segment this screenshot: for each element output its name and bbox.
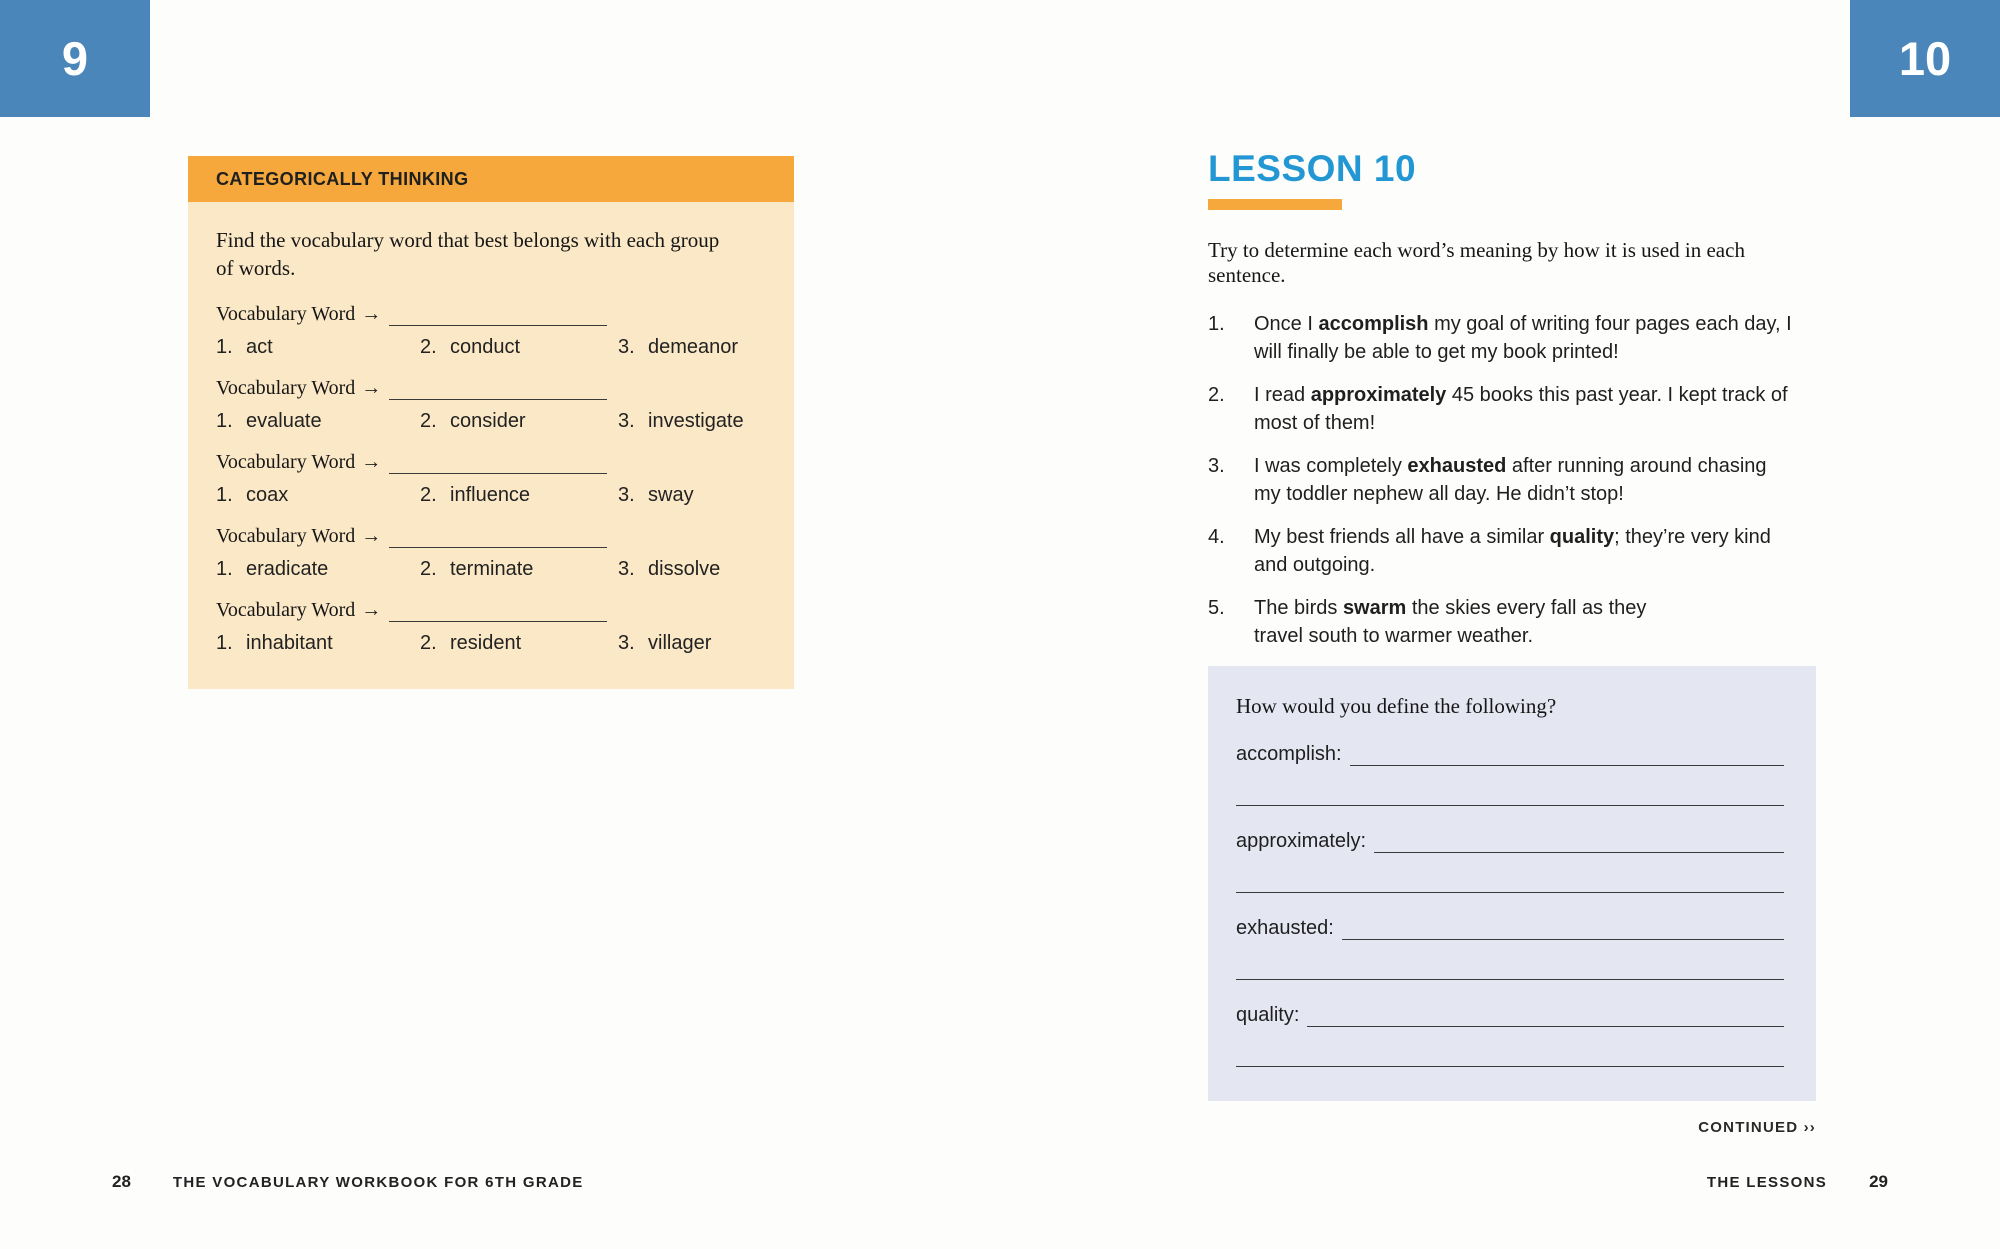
- vocab-options: [216, 632, 766, 655]
- right-arrow-icon: →: [361, 598, 382, 621]
- answer-line: [389, 380, 607, 400]
- vocab-word-bold: accomplish: [1318, 313, 1429, 335]
- write-line: [1342, 922, 1784, 940]
- vocab-option: 2. consider: [420, 409, 526, 432]
- vocab-options: [216, 410, 766, 433]
- vocab-group: [216, 525, 766, 581]
- write-line: [1350, 748, 1784, 766]
- page-tab-left-number: 9: [61, 32, 89, 85]
- page-number-left: 28: [112, 1172, 131, 1191]
- define-term: [1236, 830, 1784, 893]
- write-line: [1307, 1009, 1784, 1027]
- page-number-right: 29: [1869, 1172, 1888, 1191]
- sentence-text: My best friends all have a similar quality; they’re very kind and outgoing.: [1254, 526, 1771, 576]
- vocab-word-label-row: [216, 525, 766, 548]
- sentence-number: 3.: [1208, 455, 1225, 477]
- write-line: [1374, 835, 1784, 853]
- vocab-options: [216, 558, 766, 581]
- vocab-word-label: Vocabulary Word: [216, 376, 356, 399]
- answer-line: [389, 306, 607, 326]
- sentence-text: Once I accomplish my goal of writing four pages each day, I will finally be able to get my book printed!: [1254, 313, 1792, 363]
- vocab-word-bold: approximately: [1310, 384, 1447, 406]
- vocab-options: [216, 484, 766, 507]
- write-line: [1236, 853, 1784, 893]
- write-line: [1236, 940, 1784, 980]
- sentence-text: I read approximately 45 books this past year. I kept track of most of them!: [1254, 384, 1788, 434]
- vocab-word-label-row: [216, 303, 766, 326]
- answer-line: [389, 528, 607, 548]
- define-box-title: How would you define the following?: [1236, 694, 1557, 718]
- sentence-item: [1208, 523, 1816, 579]
- vocab-option: 1. evaluate: [216, 409, 322, 432]
- vocab-word-label-row: [216, 599, 766, 622]
- vocab-option: 1. coax: [216, 483, 289, 506]
- sentence-item: [1208, 381, 1816, 437]
- answer-line: [389, 454, 607, 474]
- vocab-option: 3. demeanor: [618, 335, 739, 358]
- vocab-word-bold: swarm: [1342, 597, 1407, 619]
- book-title-footer: THE VOCABULARY WORKBOOK FOR 6TH GRADE: [172, 1174, 584, 1191]
- section-title-footer: THE LESSONS: [1706, 1174, 1828, 1191]
- vocab-word-bold: exhausted: [1407, 455, 1507, 477]
- vocab-option: 1. act: [216, 335, 273, 358]
- sentence-item: [1208, 452, 1816, 508]
- right-arrow-icon: →: [361, 302, 382, 325]
- vocab-option: 1. eradicate: [216, 557, 329, 580]
- vocab-word-bold: quality: [1549, 526, 1615, 548]
- continued-label: CONTINUED ››: [1698, 1119, 1816, 1136]
- define-term-label: quality:: [1236, 1004, 1300, 1026]
- vocab-option: 3. sway: [618, 483, 694, 506]
- vocab-group: [216, 599, 766, 655]
- define-term-label: exhausted:: [1236, 917, 1334, 939]
- right-page-footer: [1707, 1172, 1888, 1192]
- page-tab-left: [0, 0, 150, 117]
- vocab-group: [216, 451, 766, 507]
- lesson-10-section: [1208, 148, 1816, 1136]
- vocab-word-label: Vocabulary Word: [216, 524, 356, 547]
- write-line: [1236, 1027, 1784, 1067]
- sentence-item: [1208, 594, 1816, 650]
- vocab-option: 3. investigate: [618, 409, 744, 432]
- define-box: [1208, 666, 1816, 1101]
- sentence-number: 2.: [1208, 384, 1225, 406]
- vocab-option: 2. resident: [420, 631, 522, 654]
- define-term-label: approximately:: [1236, 830, 1367, 852]
- exercise-body: [188, 202, 794, 689]
- vocab-group: [216, 377, 766, 433]
- vocab-word-label: Vocabulary Word: [216, 598, 356, 621]
- vocab-word-label: Vocabulary Word: [216, 302, 356, 325]
- vocab-options: [216, 336, 766, 359]
- vocab-word-label-row: [216, 451, 766, 474]
- page-tab-right-number: 10: [1898, 32, 1952, 85]
- categorically-thinking-box: [188, 156, 794, 689]
- sentence-text: The birds swarm the skies every fall as they travel south to warmer weather.: [1254, 597, 1647, 647]
- vocab-group: [216, 303, 766, 359]
- vocab-option: 3. villager: [618, 631, 712, 654]
- define-term-label: accomplish:: [1236, 743, 1342, 765]
- sentence-number: 4.: [1208, 526, 1225, 548]
- vocab-option: 2. terminate: [420, 557, 534, 580]
- define-term: [1236, 1004, 1784, 1067]
- left-page-footer: [112, 1172, 584, 1192]
- lesson-intro: Try to determine each word’s meaning by how it is used in each sentence.: [1208, 238, 1745, 287]
- sentence-number: 1.: [1208, 313, 1225, 335]
- answer-line: [389, 602, 607, 622]
- sentence-text: I was completely exhausted after running around chasing my toddler nephew all day. He didn’t stop!: [1254, 455, 1767, 505]
- exercise-title: CATEGORICALLY THINKING: [216, 168, 469, 189]
- sentence-item: [1208, 310, 1816, 366]
- right-arrow-icon: →: [361, 450, 382, 473]
- vocab-option: 1. inhabitant: [216, 631, 333, 654]
- define-term: [1236, 917, 1784, 980]
- vocab-option: 2. influence: [420, 483, 531, 506]
- exercise-instructions: Find the vocabulary word that best belongs with each group of words.: [216, 228, 720, 281]
- vocab-option: 2. conduct: [420, 335, 521, 358]
- vocab-option: 3. dissolve: [618, 557, 721, 580]
- lesson-title-underline: [1208, 199, 1342, 210]
- define-term: [1236, 743, 1784, 806]
- right-arrow-icon: →: [361, 524, 382, 547]
- write-line: [1236, 766, 1784, 806]
- lesson-title: LESSON 10: [1208, 148, 1417, 189]
- exercise-title-bar: [188, 156, 794, 202]
- vocab-word-label: Vocabulary Word: [216, 450, 356, 473]
- sentence-number: 5.: [1208, 597, 1225, 619]
- vocab-word-label-row: [216, 377, 766, 400]
- page-tab-right: [1850, 0, 2000, 117]
- right-arrow-icon: →: [361, 376, 382, 399]
